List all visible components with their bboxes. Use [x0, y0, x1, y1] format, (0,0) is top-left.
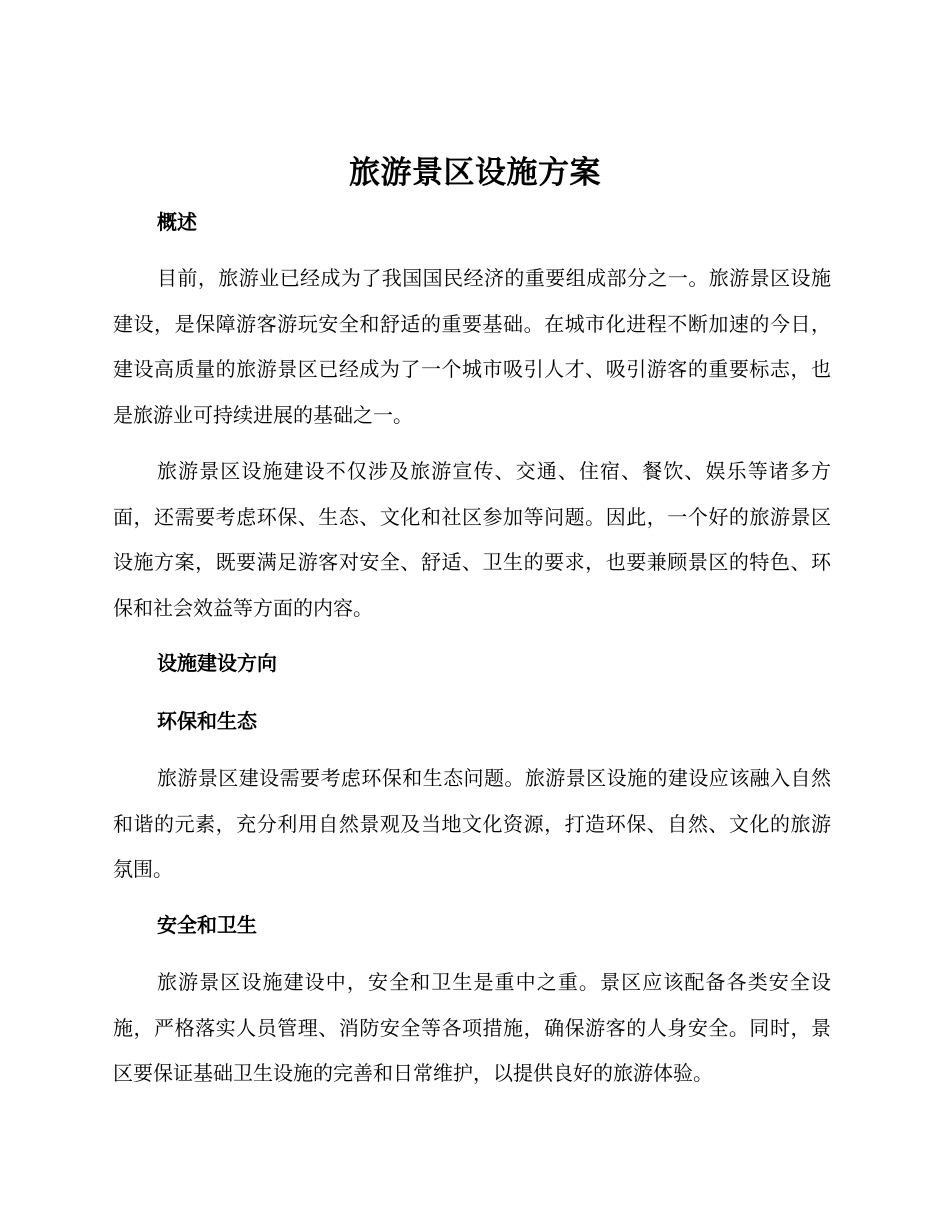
section-heading-environment: 环保和生态 — [157, 709, 257, 733]
safety-paragraph: 旅游景区设施建设中，安全和卫生是重中之重。景区应该配备各类安全设施，严格落实人员管理、消防安全等各项措施，确保游客的人身安全。同时，景区要保证基础卫生设施的完善和日常维护，以提供良好的旅游体验。 — [113, 970, 831, 1086]
overview-paragraph-1: 目前，旅游业已经成为了我国国民经济的重要组成部分之一。旅游景区设施建设，是保障游客游玩安全和舒适的重要基础。在城市化进程不断加速的今日，建设高质量的旅游景区已经成为了一个城市吸引人才、吸引游客的重要标志，也是旅游业可持续进展的基础之一。 — [113, 266, 831, 428]
section-heading-direction: 设施建设方向 — [157, 651, 277, 675]
section-heading-overview: 概述 — [157, 210, 197, 234]
overview-paragraph-2: 旅游景区设施建设不仅涉及旅游宣传、交通、住宿、餐饮、娱乐等诸多方面，还需要考虑环保、生态、文化和社区参加等问题。因此，一个好的旅游景区设施方案，既要满足游客对安全、舒适、卫生的要求，也要兼顾景区的特色、环保和社会效益等方面的内容。 — [113, 459, 831, 621]
document-title: 旅游景区设施方案 — [349, 155, 601, 191]
section-heading-safety: 安全和卫生 — [157, 913, 257, 937]
environment-paragraph: 旅游景区建设需要考虑环保和生态问题。旅游景区设施的建设应该融入自然和谐的元素，充分利用自然景观及当地文化资源，打造环保、自然、文化的旅游氛围。 — [113, 766, 831, 882]
